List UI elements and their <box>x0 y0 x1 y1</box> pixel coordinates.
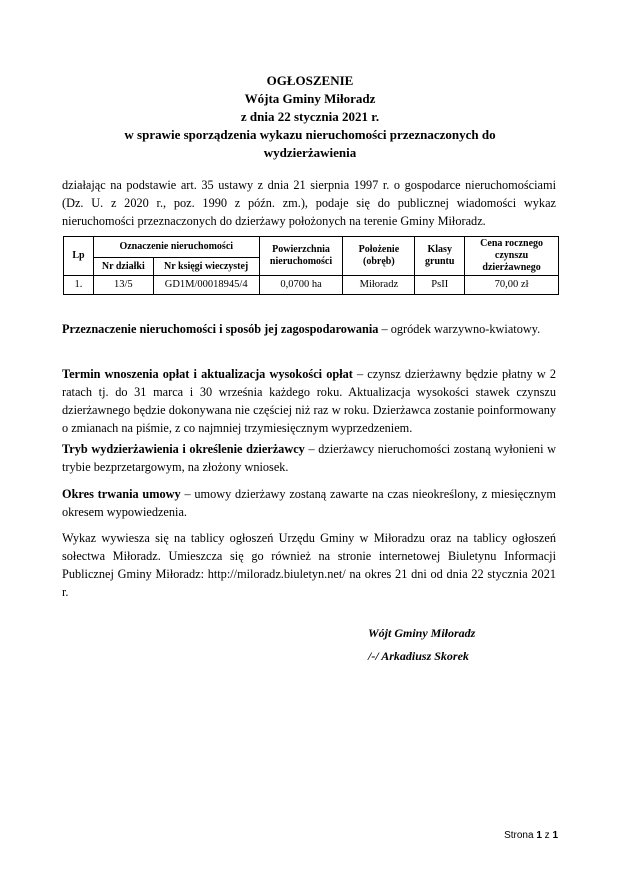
section-wykaz: Wykaz wywiesza się na tablicy ogłoszeń Urzędu Gminy w Miłoradzu oraz na tablicy ogłoszeń sołectwa Miłoradz. Umieszcza się go również na stronie internetowej Biuletynu Informacji Publicznej Gminy Miłoradz: http://miloradz.biuletyn.net/ na okres 21 dni od dnia 22 stycznia 2021 r. <box>62 531 556 599</box>
signature-name: /-/ Arkadiusz Skorek <box>368 649 469 663</box>
cell-lp: 1. <box>64 276 94 295</box>
signature-title: Wójt Gminy Miłoradz <box>368 626 476 640</box>
section-tryb-title: Tryb wydzierżawienia i określenie dzierżawcy <box>62 442 305 456</box>
property-table <box>63 236 559 295</box>
header-nr-dzialki: Nr działki <box>93 258 153 276</box>
header-cena: Cena rocznego czynszu dzierżawnego <box>465 237 559 276</box>
section-termin-title: Termin wnoszenia opłat i aktualizacja wysokości opłat <box>62 367 353 381</box>
cell-powierzchnia: 0,0700 ha <box>259 276 343 295</box>
section-okres-text: – umowy dzierżawy zostaną zawarte na czas nieokreślony, z miesięcznym okresem wypowiedzenia. <box>62 487 556 519</box>
header-date: z dnia 22 stycznia 2021 r. <box>240 109 380 124</box>
footer-z: z <box>541 830 553 841</box>
section-tryb <box>62 440 556 476</box>
footer-page-number: 1 <box>536 830 542 841</box>
header-klasy: Klasy gruntu <box>415 237 465 276</box>
cell-cena: 70,00 zł <box>465 276 559 295</box>
header-polozenie: Położenie (obręb) <box>343 237 415 276</box>
section-przeznaczenie-text: – ogródek warzywno-kwiatowy. <box>378 322 541 336</box>
section-termin-text: – czynsz dzierżawny będzie płatny w 2 ratach tj. do 31 marca i 30 września każdego roku. Aktualizacja wysokości stawek czynszu dzierżawnego będzie dokonywana nie częściej niż raz w roku. Dzierżawca zostanie poinformowany o zmianach na piśmie, z co najmniej trzymiesięcznym wyprzedzeniem. <box>62 367 556 435</box>
section-okres <box>62 485 556 521</box>
header-oznaczenie: Oznaczenie nieruchomości <box>93 237 259 258</box>
cell-nr-dzialki: 13/5 <box>93 276 153 295</box>
footer-strona: Strona <box>504 830 537 841</box>
header-author: Wójta Gminy Miłoradz <box>244 91 376 106</box>
footer-page-total: 1 <box>552 830 558 841</box>
cell-polozenie: Miłoradz <box>343 276 415 295</box>
header-lp: Lp <box>64 237 94 276</box>
header-powierzchnia: Powierzchnia nieruchomości <box>259 237 343 276</box>
table-row <box>64 276 559 295</box>
section-tryb-text: – dzierżawcy nieruchomości zostaną wyłonieni w trybie bezprzetargowym, na złożony wniosek. <box>62 442 556 474</box>
intro-paragraph: działając na podstawie art. 35 ustawy z dnia 21 sierpnia 1997 r. o gospodarce nieruchomościami (Dz. U. z 2020 r., poz. 1990 z późn. zm.), podaje się do publicznej wiadomości wykaz nieruchomości przeznaczonych do dzierżawy położonych na terenie Gminy Miłoradz. <box>62 178 556 228</box>
page-footer <box>504 830 558 841</box>
document-header <box>62 72 558 162</box>
header-subject-line2: wydzierżawienia <box>263 145 357 160</box>
header-nr-ksiegi: Nr księgi wieczystej <box>153 258 259 276</box>
cell-klasy: PsII <box>415 276 465 295</box>
section-przeznaczenie-title: Przeznaczenie nieruchomości i sposób jej zagospodarowania <box>62 322 379 336</box>
section-przeznaczenie <box>62 320 556 338</box>
section-okres-title: Okres trwania umowy <box>62 487 181 501</box>
header-title: OGŁOSZENIE <box>266 73 354 88</box>
header-subject-line1: w sprawie sporządzenia wykazu nieruchomości przeznaczonych do <box>124 127 496 142</box>
cell-nr-ksiegi: GD1M/00018945/4 <box>153 276 259 295</box>
section-termin <box>62 365 556 437</box>
